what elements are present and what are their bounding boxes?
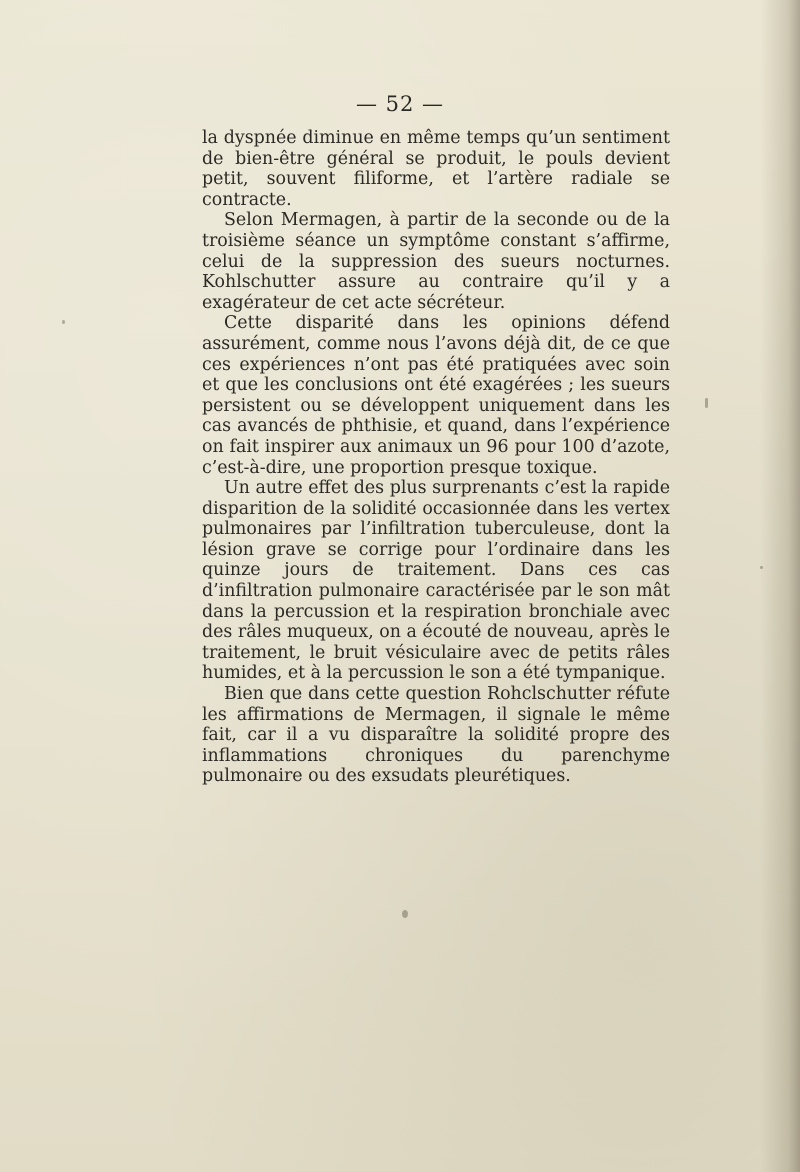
paragraph-5: Bien que dans cette question Rohclschutter réfute les affirmations de Mermagen, il signale le même fait, car il a vu disparaître la solidité propre des inflammations chroniques du parenchyme pulmonaire ou des exsudats pleurétiques. bbox=[202, 684, 670, 787]
paragraph-3: Cette disparité dans les opinions défend assurément, comme nous l’avons déjà dit, de ce que ces expériences n’ont pas été pratiquées avec soin et que les conclusions ont été exagérées ; les sueurs persistent ou se développent uniquement dans les cas avancés de phthisie, et quand, dans l’expérience on fait inspirer aux animaux un 96 pour 100 d’azote, c’est-à-dire, une proportion presque toxique. bbox=[202, 313, 670, 478]
paper-speck bbox=[62, 320, 65, 324]
paragraph-2: Selon Mermagen, à partir de la seconde ou de la troisième séance un symptôme constant s’affirme, celui de la suppression des sueurs nocturnes. Kohlschutter assure au contraire qu’il y a exagérateur de cet acte sécréteur. bbox=[202, 210, 670, 313]
page-number: — 52 — bbox=[355, 92, 445, 116]
paragraph-4: Un autre effet des plus surprenants c’est la rapide disparition de la solidité occasionnée dans les vertex pulmonaires par l’infiltration tuberculeuse, dont la lésion grave se corrige pour l’ordinaire dans les quinze jours de traitement. Dans ces cas d’infiltration pulmonaire caractérisée par le son mât dans la percussion et la respiration bronchiale avec des râles muqueux, on a écouté de nouveau, après le traitement, le bruit vésiculaire avec de petits râles humides, et à la percussion le son a été tympanique. bbox=[202, 478, 670, 684]
paper-speck bbox=[760, 566, 763, 569]
paper-speck bbox=[705, 398, 708, 408]
paragraph-1: la dyspnée diminue en même temps qu’un sentiment de bien-être général se produit, le pouls devient petit, souvent filiforme, et l’artère radiale se contracte. bbox=[202, 128, 670, 210]
binding-shadow bbox=[760, 0, 800, 1172]
paper-speck bbox=[402, 910, 408, 918]
body-text bbox=[202, 128, 670, 787]
